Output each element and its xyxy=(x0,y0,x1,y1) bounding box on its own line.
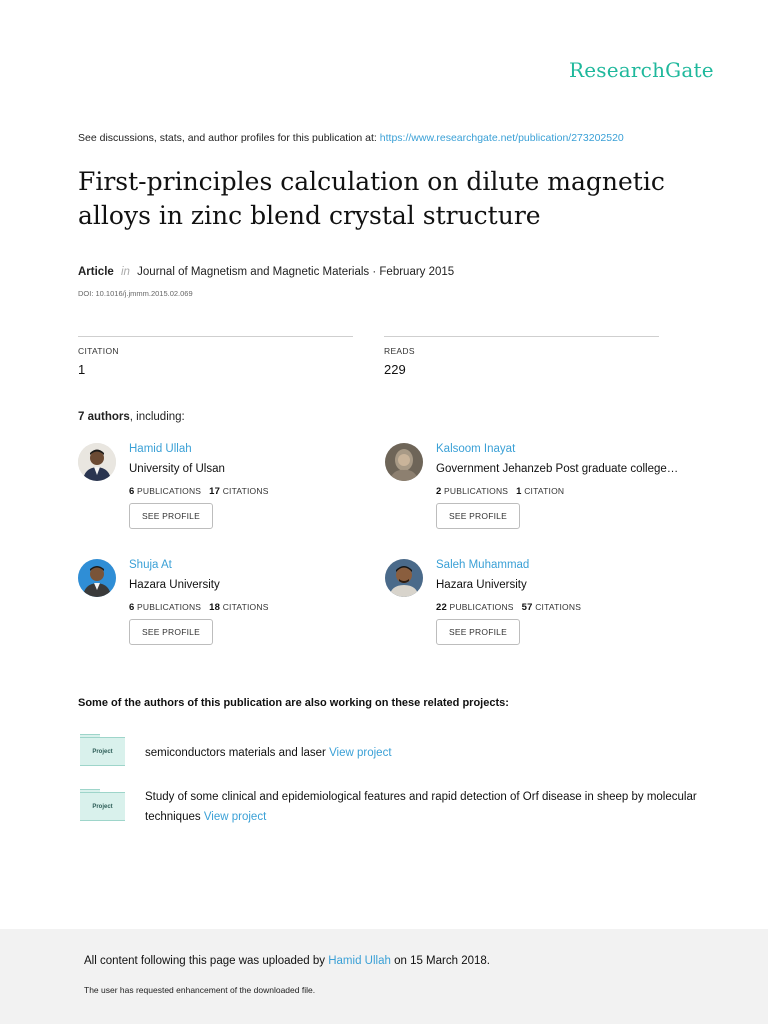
upload-info xyxy=(84,955,490,967)
author-photo-icon xyxy=(78,443,116,481)
author-counts xyxy=(129,486,269,497)
project-item xyxy=(80,734,700,774)
publications-label: PUBLICATIONS xyxy=(449,602,514,612)
in-label: in xyxy=(121,266,130,278)
author-photo-icon xyxy=(385,443,423,481)
project-text xyxy=(145,787,705,827)
authors-including: , including: xyxy=(129,411,185,423)
author-counts xyxy=(436,486,564,497)
publication-title: First-principles calculation on dilute magnetic alloys in zinc blend crystal structure xyxy=(78,167,665,230)
reads-stat xyxy=(384,336,659,377)
publications-label: PUBLICATIONS xyxy=(137,602,202,612)
discussion-line xyxy=(78,132,624,144)
author-photo-icon xyxy=(385,559,423,597)
author-card xyxy=(385,443,705,553)
project-title: Study of some clinical and epidemiological features and rapid detection of Orf disease in sheep by molecular techniques xyxy=(145,791,697,823)
reads-label: READS xyxy=(384,346,415,356)
project-item xyxy=(80,789,700,839)
author-avatar[interactable] xyxy=(385,443,423,481)
upload-suffix: on 15 March 2018. xyxy=(394,955,490,967)
project-text xyxy=(145,743,705,763)
author-avatar[interactable] xyxy=(385,559,423,597)
publications-label: PUBLICATIONS xyxy=(444,486,509,496)
citations-label: CITATIONS xyxy=(222,602,269,612)
project-title: semiconductors materials and laser xyxy=(145,747,326,759)
researchgate-logo[interactable]: ResearchGate xyxy=(569,58,714,82)
author-card xyxy=(78,559,398,669)
author-institution: Hazara University xyxy=(129,579,220,591)
view-project-link[interactable]: View project xyxy=(329,747,392,759)
author-counts xyxy=(129,602,269,613)
journal-info: Journal of Magnetism and Magnetic Materials · February 2015 xyxy=(137,266,455,278)
author-institution: Hazara University xyxy=(436,579,527,591)
author-counts xyxy=(436,602,581,613)
citations-label: CITATIONS xyxy=(535,602,582,612)
author-institution: University of Ulsan xyxy=(129,463,225,475)
author-avatar[interactable] xyxy=(78,559,116,597)
author-name-link[interactable]: Hamid Ullah xyxy=(129,443,192,455)
view-project-link[interactable]: View project xyxy=(203,811,267,823)
author-name-link[interactable]: Shuja At xyxy=(129,559,172,571)
citations-label: CITATION xyxy=(524,486,565,496)
publication-count: 2 xyxy=(436,486,442,497)
citation-stat xyxy=(78,336,353,377)
publication-meta xyxy=(78,266,454,278)
author-card xyxy=(385,559,705,669)
see-profile-button[interactable]: SEE PROFILE xyxy=(129,503,213,529)
reads-value: 229 xyxy=(384,362,406,377)
enhancement-note: The user has requested enhancement of the downloaded file. xyxy=(84,985,316,995)
citations-label: CITATIONS xyxy=(222,486,269,496)
project-tag-icon xyxy=(80,734,125,768)
author-name-link[interactable]: Kalsoom Inayat xyxy=(436,443,516,455)
publication-count: 6 xyxy=(129,602,135,613)
upload-prefix: All content following this page was uploaded by xyxy=(84,955,326,967)
authors-count: 7 authors xyxy=(78,411,130,423)
project-tag-label: Project xyxy=(80,792,125,821)
publication-url-link[interactable]: https://www.researchgate.net/publication/273202520 xyxy=(379,132,624,144)
citation-value: 1 xyxy=(78,362,86,377)
citation-count: 57 xyxy=(521,602,533,613)
publication-count: 6 xyxy=(129,486,135,497)
citation-count: 17 xyxy=(209,486,221,497)
citation-count: 1 xyxy=(516,486,522,497)
author-name-link[interactable]: Saleh Muhammad xyxy=(436,559,530,571)
uploader-link[interactable]: Hamid Ullah xyxy=(328,955,391,967)
publication-type: Article xyxy=(78,266,114,278)
discussion-text: See discussions, stats, and author profiles for this publication at: xyxy=(78,132,377,144)
publication-count: 22 xyxy=(436,602,447,613)
citation-label: CITATION xyxy=(78,346,119,356)
doi: DOI: 10.1016/j.jmmm.2015.02.069 xyxy=(78,289,193,298)
project-tag-icon xyxy=(80,789,125,823)
author-avatar[interactable] xyxy=(78,443,116,481)
author-photo-icon xyxy=(78,559,116,597)
see-profile-button[interactable]: SEE PROFILE xyxy=(129,619,213,645)
footer xyxy=(0,929,768,1024)
related-projects-heading: Some of the authors of this publication are also working on these related projects: xyxy=(78,697,509,709)
citation-count: 18 xyxy=(209,602,221,613)
authors-heading xyxy=(78,411,185,423)
publications-label: PUBLICATIONS xyxy=(137,486,202,496)
project-tag-label: Project xyxy=(80,737,125,766)
author-institution: Government Jehanzeb Post graduate college… xyxy=(436,463,679,475)
author-card xyxy=(78,443,398,553)
see-profile-button[interactable]: SEE PROFILE xyxy=(436,619,520,645)
see-profile-button[interactable]: SEE PROFILE xyxy=(436,503,520,529)
